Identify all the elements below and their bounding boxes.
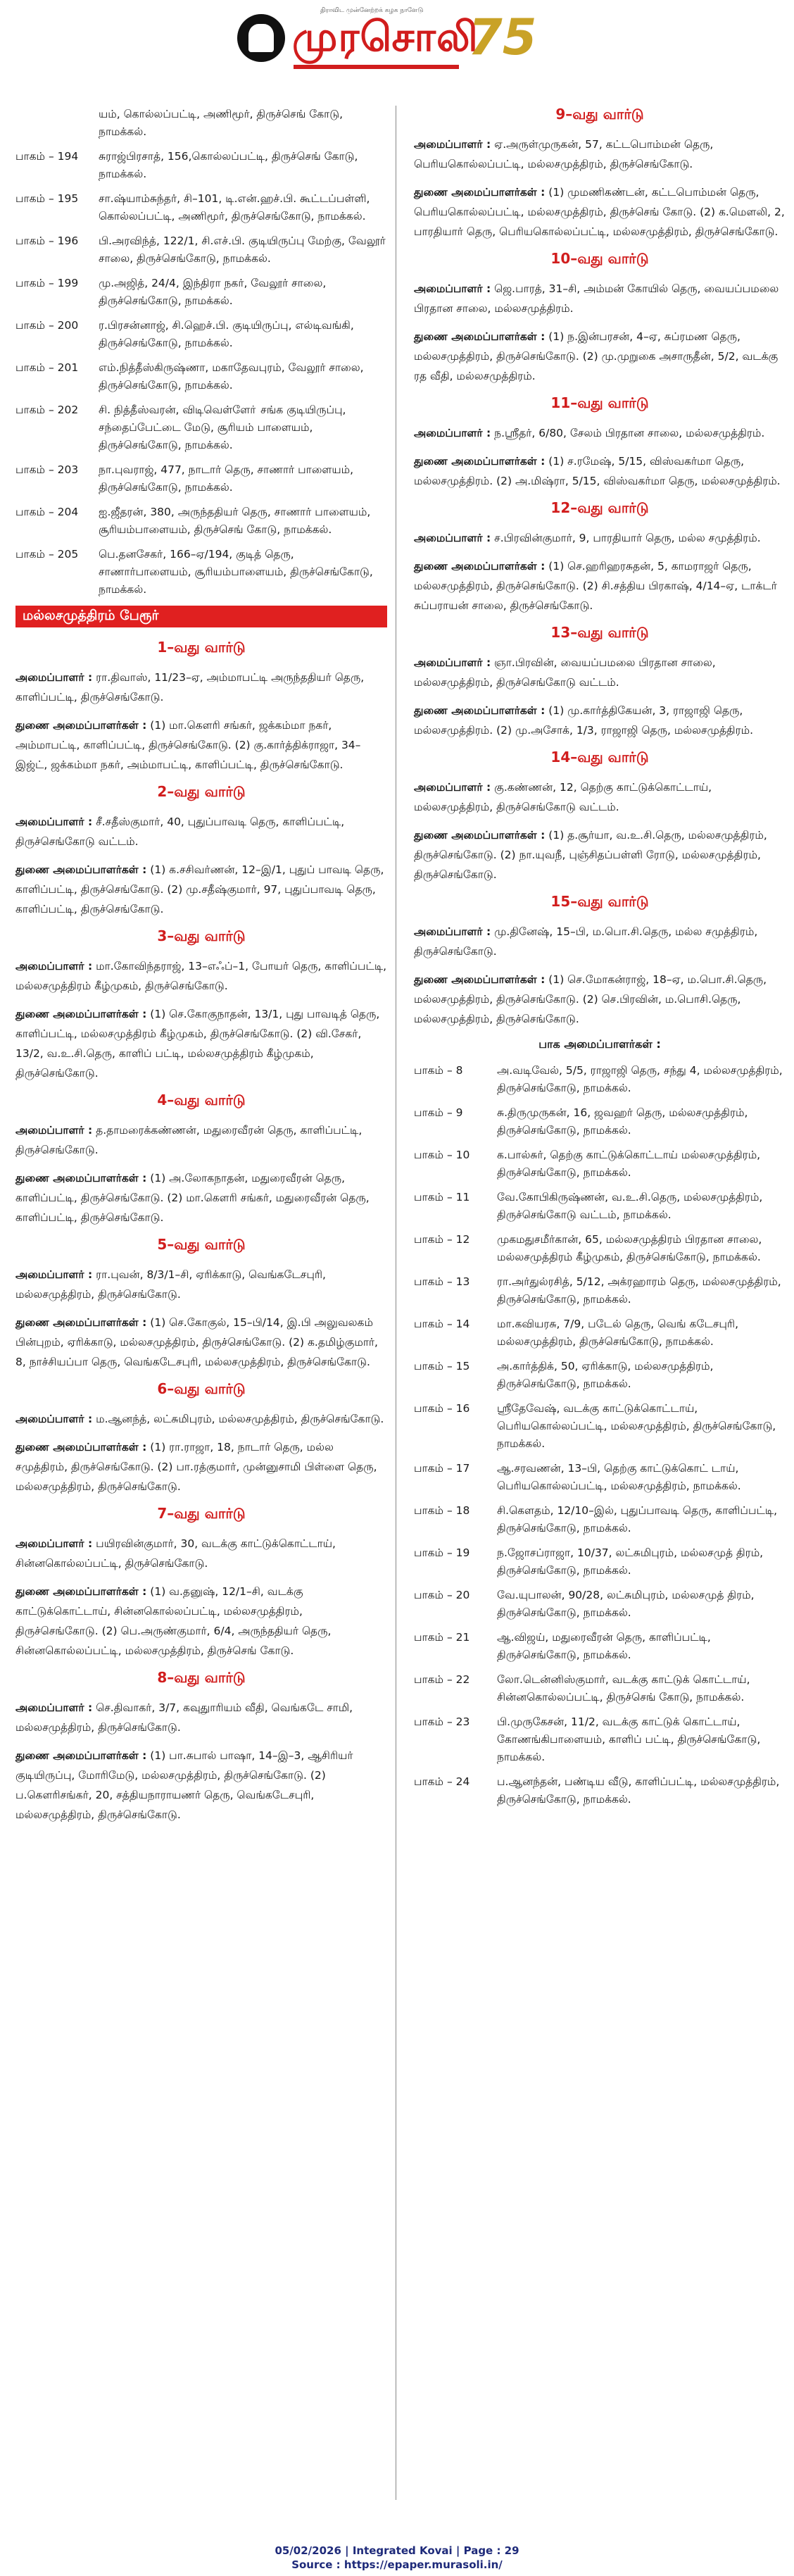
deputies-label: துணை அமைப்பாளர்கள் :	[15, 719, 147, 732]
organizer-label: அமைப்பாளர் :	[414, 138, 491, 151]
ward-deputies	[15, 715, 387, 775]
ward-deputies	[414, 556, 786, 615]
deputies-details: (1) செ.கோகுநாதன், 13/1, புது பாவடித் தெரு, காளிப்பட்டி, மல்லசமுத்திரம் கீழ்முகம், திருச்செங்கோடு. (2) வி.சேகர், 13/2, வ.உ.சி.தெரு, காளிப் பட்டி, மல்லசமுத்திரம் கீழ்முகம், திருச்செங்கோடு.	[15, 1008, 380, 1080]
ward-organizer	[414, 528, 786, 548]
booth-text: ஆ.சரவணன், 13–பி, தெற்கு காட்டுக்கொட் டாய், பெரியகொல்லப்பட்டி, மல்லசமுத்திரம், நாமக்கல்.	[497, 1462, 741, 1492]
deputies-label: துணை அமைப்பாளர்கள் :	[15, 1749, 147, 1762]
booth-entry	[414, 1104, 786, 1139]
ward-deputies	[15, 1168, 387, 1227]
ward-organizer	[15, 1698, 387, 1737]
booth-label: பாகம் – 204	[15, 506, 79, 518]
ward-organizer	[414, 423, 786, 443]
organizer-details: ரா.புவன், 8/3/1–சி, ஏரிக்காடு, வெங்கடேசபுரி, மல்லசமுத்திரம், திருச்செங்கோடு.	[15, 1268, 326, 1301]
organizer-details: செ.திவாகர், 3/7, கவுதுாரியம் வீதி, வெங்கடே சாமி, மல்லசமுத்திரம், திருச்செங்கோடு.	[15, 1701, 353, 1734]
organizer-details: ஜெ.பாரத், 31–சி, அம்மன் கோயில் தெரு, வையப்பமலை பிரதான சாலை, மல்லசமுத்திரம்.	[414, 282, 779, 315]
booth-entry	[15, 359, 387, 394]
deputies-details: (1) வ.தனுஷ், 12/1–சி, வடக்கு காட்டுக்கொட்டாய், சின்னகொல்லப்பட்டி, மல்லசமுத்திரம், திருச்செங்கோடு. (2) பெ.அருண்குமார், 6/4, அருந்ததியர் தெரு, சின்னகொல்லப்பட்டி, மல்லசமுத்திரம், திருச்செங் கோடு.	[15, 1585, 332, 1657]
booth-label: பாகம் – 9	[414, 1106, 463, 1119]
booth-heading: பாக அமைப்பாளர்கள் :	[538, 1037, 661, 1051]
booth-label: பாகம் – 24	[414, 1775, 470, 1788]
masthead	[0, 0, 794, 77]
organizer-details: கு.கண்ணன், 12, தெற்கு காட்டுக்கொட்டாய், மல்லசமுத்திரம், திருச்செங்கோடு வட்டம்.	[414, 781, 712, 813]
booth-entry	[414, 1062, 786, 1097]
ward-title: 13–வது வார்டு	[550, 624, 649, 641]
deputies-details: (1) அ.லோகநாதன், மதுரைவீரன் தெரு, காளிப்பட்டி, திருச்செங்கோடு. (2) மா.கௌரி சங்கர், மதுரைவீரன் தெரு, காளிப்பட்டி, திருச்செங்கோடு.	[15, 1172, 370, 1224]
booth-label: பாகம் – 14	[414, 1318, 470, 1330]
booth-label: பாகம் – 10	[414, 1149, 470, 1161]
booth-label: பாகம் – 202	[15, 404, 79, 416]
booth-text: முகமதுசமீர்கான், 65, மல்லசமுத்திரம் பிரதான சாலை, மல்லசமுத்திரம் கீழ்முகம், திருச்செங்கோடு, நாமக்கல்.	[497, 1233, 762, 1263]
footer-source[interactable]: Source : https://epaper.murasoli.in/	[291, 2558, 503, 2571]
deputies-details: (1) மா.கௌரி சங்கர், ஜக்கம்மா நகர், அம்மாபட்டி, காளிப்பட்டி, திருச்செங்கோடு. (2) கு.கார்த்திக்ராஜா, 34–இஜ்ட், ஜக்கம்மா நகர், அம்மாபட்டி, காளிப்பட்டி, திருச்செங்கோடு.	[15, 719, 361, 771]
organizer-label: அமைப்பாளர் :	[15, 1124, 93, 1137]
deputies-label: துணை அமைப்பாளர்கள் :	[414, 186, 546, 199]
ward-block	[414, 106, 786, 242]
booth-list-top	[15, 106, 387, 599]
organizer-details: மா.கோவிந்தராஜ், 13–எஃப்–1, போயர் தெரு, காளிப்பட்டி, மல்லசமுத்திரம் கீழ்முகம், திருச்செங்கோடு.	[15, 960, 387, 992]
deputies-details: (1) க.சசிவர்ணன், 12–இ/1, புதுப் பாவடி தெரு, காளிப்பட்டி, திருச்செங்கோடு. (2) மு.சதீஷ்குமார், 97, புதுப்பாவடி தெரு, காளிப்பட்டி, திருச்செங்கோடு.	[15, 863, 384, 915]
organizer-details: சீ.சதீஸ்குமார், 40, புதுப்பாவடி தெரு, காளிப்பட்டி, திருச்செங்கோடு வட்டம்.	[15, 815, 345, 848]
deputies-label: துணை அமைப்பாளர்கள் :	[15, 1441, 147, 1453]
organizer-details: ந.ஸ்ரீதர், 6/80, சேலம் பிரதான சாலை, மல்லசமுத்திரம்.	[494, 427, 765, 439]
ward-list-left	[15, 639, 387, 1825]
ward-organizer	[414, 279, 786, 318]
organizer-label: அமைப்பாளர் :	[414, 781, 491, 794]
masthead-title: முரசொலி	[292, 13, 479, 61]
booth-text: ர.பிரசன்னாஜ், சி.ஹெச்.பி. குடியிருப்பு, எல்டிவங்கி, திருச்செங்கோடு, நாமக்கல்.	[99, 319, 354, 349]
booth-entry	[15, 504, 387, 539]
booth-text: வே.யுபாலன், 90/28, லட்சுமிபுரம், மல்லசமுத் திரம், திருச்செங்கோடு, நாமக்கல்.	[497, 1589, 755, 1619]
ward-title: 14–வது வார்டு	[550, 749, 649, 765]
deputies-label: துணை அமைப்பாளர்கள் :	[414, 704, 546, 717]
ward-title: 4–வது வார்டு	[157, 1092, 246, 1108]
deputies-details: (1) செ.மோகன்ராஜ், 18–ஏ, ம.பொ.சி.தெரு, மல்லசமுத்திரம், திருச்செங்கோடு. (2) செ.பிரவின், ம.பொசி.தெரு, மல்லசமுத்திரம், திருச்செங்கோடு.	[414, 973, 767, 1025]
ward-title: 8–வது வார்டு	[157, 1669, 246, 1686]
ward-block	[414, 893, 786, 1029]
masthead-logo[interactable]	[236, 6, 537, 73]
booth-label: பாகம் – 15	[414, 1360, 470, 1373]
booth-text: மா.கவியரசு, 7/9, படேல் தெரு, வெங் கடேசபுரி, மல்லசமுத்திரம், திருச்செங்கோடு, நாமக்கல்.	[497, 1318, 739, 1348]
party-emblem-icon	[237, 14, 285, 62]
footer-page-info: 05/02/2026 | Integrated Kovai | Page : 29	[275, 2544, 519, 2557]
deputies-label: துணை அமைப்பாளர்கள் :	[414, 829, 546, 842]
booth-text: சு.திருமுருகன், 16, ஜவஹர் தெரு, மல்லசமுத்திரம், திருச்செங்கோடு, நாமக்கல்.	[497, 1106, 748, 1137]
ward-deputies	[15, 1746, 387, 1825]
ward-title: 11–வது வார்டு	[550, 394, 649, 411]
ward-title: 3–வது வார்டு	[157, 927, 246, 944]
deputies-label: துணை அமைப்பாளர்கள் :	[414, 973, 546, 986]
organizer-label: அமைப்பாளர் :	[414, 427, 491, 439]
booth-text: சி.கௌதம், 12/10–இல், புதுப்பாவடி தெரு, காளிப்பட்டி, திருச்செங்கோடு, நாமக்கல்.	[497, 1504, 778, 1534]
booth-entry	[15, 461, 387, 496]
ward-block	[15, 783, 387, 919]
booth-text: ரா.அர்துல்ரசித், 5/12, அக்ரஹாரம் தெரு, மல்லசமுத்திரம், திருச்செங்கோடு, நாமக்கல்.	[497, 1275, 781, 1306]
ward-block	[414, 250, 786, 386]
deputies-details: (1) ந.இன்பரசன், 4–ஏ, சுப்ரமண தெரு, மல்லசமுத்திரம், திருச்செங்கோடு. (2) மு.முறுகை அசாருதீன், 5/2, வடக்கு ரத வீதி, மல்லசமுத்திரம்.	[414, 330, 779, 382]
deputies-label: துணை அமைப்பாளர்கள் :	[414, 330, 546, 343]
organizer-details: மு.தினேஷ், 15–பி, ம.பொ.சி.தெரு, மல்ல சமுத்திரம், திருச்செங்கோடு.	[414, 925, 758, 958]
booth-text: சுராஜ்பிரசாத், 156,கொல்லப்பட்டி, திருச்செங் கோடு, நாமக்கல்.	[99, 150, 358, 180]
organizer-label: அமைப்பாளர் :	[414, 282, 491, 295]
anniversary-badge: 75	[468, 8, 537, 66]
ward-deputies	[414, 970, 786, 1029]
booth-list-bottom	[414, 1062, 786, 1808]
organizer-label: அமைப்பாளர் :	[15, 1413, 93, 1425]
deputies-label: துணை அமைப்பாளர்கள் :	[15, 1008, 147, 1020]
organizer-label: அமைப்பாளர் :	[15, 1701, 93, 1714]
booth-label: பாகம் – 203	[15, 463, 79, 476]
organizer-details: ரா.திவாஸ், 11/23–ஏ, அம்மாபட்டி அருந்ததியர் தெரு, காளிப்பட்டி, திருச்செங்கோடு.	[15, 671, 365, 704]
organizer-details: ஞா.பிரவின், வையப்பமலை பிரதான சாலை, மல்லசமுத்திரம், திருச்செங்கோடு வட்டம்.	[414, 656, 716, 689]
booth-text: ஆ.விஜய், மதுரைவீரன் தெரு, காளிப்பட்டி, திருச்செங்கோடு, நாமக்கல்.	[497, 1631, 711, 1661]
ward-title: 12–வது வார்டு	[550, 499, 649, 516]
ward-deputies	[15, 860, 387, 919]
ward-deputies	[414, 701, 786, 740]
booth-entry	[15, 190, 387, 225]
ward-title: 6–வது வார்டு	[157, 1380, 246, 1397]
booth-text: மு.அஜித், 24/4, இந்திரா நகர், வேலூர் சாலை, திருச்செங்கோடு, நாமக்கல்.	[99, 277, 327, 307]
deputies-label: துணை அமைப்பாளர்கள் :	[414, 455, 546, 468]
ward-block	[15, 639, 387, 775]
ward-deputies	[414, 451, 786, 491]
booth-text: ந.ஜோசப்ராஜா, 10/37, லட்சுமிபுரம், மல்லசமுத் திரம், திருச்செங்கோடு, நாமக்கல்.	[497, 1546, 764, 1577]
deputies-details: (1) த.சூர்யா, வ.உ.சி.தெரு, மல்லசமுத்திரம், திருச்செங்கோடு. (2) நா.யுவநீ, புஞ்சிதப்பள்ளி ரோடு, மல்லசமுத்திரம், திருச்செங்கோடு.	[414, 829, 767, 881]
booth-label: பாகம் – 199	[15, 277, 79, 289]
ward-organizer	[414, 653, 786, 692]
booth-entry	[414, 1273, 786, 1308]
booth-label: பாகம் – 13	[414, 1275, 470, 1288]
ward-deputies	[15, 1004, 387, 1083]
booth-label: பாகம் – 205	[15, 548, 79, 561]
ward-deputies	[414, 182, 786, 242]
booth-entry	[15, 232, 387, 268]
booth-text: எம்.நித்தீஸ்கிருஷ்ணா, மகாதேவபுரம், வேலூர் சாலை, திருச்செங்கோடு, நாமக்கல்.	[99, 361, 364, 392]
booth-text: பெ.தனசேகர், 166–ஏ/194, குடித் தெரு, சாணார்பாளையம், சூரியம்பாளையம், திருச்செங்கோடு, நாமக்கல்.	[99, 548, 373, 596]
deputies-label: துணை அமைப்பாளர்கள் :	[15, 1316, 147, 1329]
ward-title: 9–வது வார்டு	[555, 106, 644, 123]
deputies-details: (1) ரா.ராஜா, 18, நாடார் தெரு, மல்ல சமுத்திரம், திருச்செங்கோடு. (2) பா.ரத்குமார், முன்னுசாமி பிள்ளை தெரு, மல்லசமுத்திரம், திருச்செங்கோடு.	[15, 1441, 377, 1493]
booth-entry	[414, 1315, 786, 1351]
ward-block	[414, 749, 786, 884]
ward-organizer	[15, 812, 387, 851]
ward-title: 5–வது வார்டு	[157, 1236, 246, 1253]
booth-entry	[414, 1713, 786, 1766]
deputies-details: (1) மு.கார்த்திகேயன், 3, ராஜாஜி தெரு, மல்லசமுத்திரம். (2) மு.அசோக், 1/3, ராஜாஜி தெரு, மல்லசமுத்திரம்.	[414, 704, 754, 737]
booth-text: க.பால்சுர், தெற்கு காட்டுக்கொட்டாய் மல்லசமுத்திரம், திருச்செங்கோடு, நாமக்கல்.	[497, 1149, 761, 1179]
booth-label: பாகம் – 12	[414, 1233, 470, 1246]
ward-block	[15, 1669, 387, 1825]
booth-entry	[414, 1400, 786, 1453]
booth-entry	[414, 1773, 786, 1808]
booth-entry	[414, 1629, 786, 1664]
ward-organizer	[15, 668, 387, 707]
booth-text: சா.ஷ்யாம்சுந்தர், சி–101, டி.என்.ஹச்.பி. கூட்டப்பள்ளி, கொல்லப்பட்டி, அணிமூர், திருச்செங்கோடு, நாமக்கல்.	[99, 192, 370, 223]
ward-organizer	[414, 135, 786, 174]
ward-block	[414, 499, 786, 615]
deputies-details: (1) ச.ரமேஷ், 5/15, விஸ்வகர்மா தெரு, மல்லசமுத்திரம். (2) அ.மிஷ்ரா, 5/15, விஸ்வகர்மா தெரு, மல்லசமுத்திரம்.	[414, 455, 781, 487]
booth-entry	[15, 106, 387, 141]
right-column	[414, 106, 786, 1815]
booth-entry	[414, 1502, 786, 1537]
deputies-label: துணை அமைப்பாளர்கள் :	[15, 863, 147, 876]
booth-entry	[414, 1358, 786, 1393]
ward-deputies	[414, 825, 786, 884]
ward-deputies	[15, 1582, 387, 1661]
booth-label: பாகம் – 195	[15, 192, 79, 205]
page-footer	[0, 2544, 794, 2572]
booth-text: பி.முருகேசன், 11/2, வடக்கு காட்டுக் கொட்டாய், கோணங்கிபாளையம், காளிப் பட்டி, திருச்செங்கோடு, நாமக்கல்.	[497, 1715, 761, 1763]
organizer-label: அமைப்பாளர் :	[15, 815, 93, 828]
organizer-details: பயிரவின்குமார், 30, வடக்கு காட்டுக்கொட்டாய், சின்னகொல்லப்பட்டி, திருச்செங்கோடு.	[15, 1537, 336, 1570]
booth-label: பாகம் – 22	[414, 1673, 470, 1686]
ward-title: 10–வது வார்டு	[550, 250, 649, 267]
ward-deputies	[414, 327, 786, 386]
section-title: மல்லசமுத்திரம் பேரூர்	[15, 606, 387, 627]
booth-text: வே.கோபிகிருஷ்ணன், வ.உ.சி.தெரு, மல்லசமுத்திரம், திருச்செங்கோடு வட்டம், நாமக்கல்.	[497, 1191, 763, 1221]
booth-text: லோ.டென்னிஸ்குமார், வடக்கு காட்டுக் கொட்டாய், சின்னகொல்லப்பட்டி, திருச்செங் கோடு, நாமக்கல்.	[497, 1673, 750, 1703]
booth-entry	[15, 275, 387, 310]
booth-text: ப.ஆனந்தன், பண்டிய வீடு, காளிப்பட்டி, மல்லசமுத்திரம், திருச்செங்கோடு, நாமக்கல்.	[497, 1775, 780, 1806]
booth-label: பாகம் – 8	[414, 1064, 463, 1077]
ward-organizer	[15, 1409, 387, 1429]
ward-organizer	[15, 1120, 387, 1160]
ward-block	[414, 624, 786, 740]
booth-label: பாகம் – 194	[15, 150, 79, 163]
booth-entry	[15, 317, 387, 352]
booth-label: பாகம் – 200	[15, 319, 79, 332]
booth-label: பாகம் – 201	[15, 361, 79, 374]
booth-text: ஐ.ஜீதரன், 380, அருந்ததியர் தெரு, சாணார் பாளையம், சூரியம்பாளையம், திருச்செங் கோடு, நாமக்கல்.	[99, 506, 371, 536]
ward-block	[15, 1092, 387, 1227]
ward-list-right	[414, 106, 786, 1029]
ward-block	[15, 1505, 387, 1661]
ward-title: 2–வது வார்டு	[157, 783, 246, 800]
ward-organizer	[414, 777, 786, 817]
ward-title: 15–வது வார்டு	[550, 893, 649, 910]
booth-label: பாகம் – 16	[414, 1402, 470, 1415]
booth-text: அ.கார்த்திக், 50, ஏரிக்காடு, மல்லசமுத்திரம், திருச்செங்கோடு, நாமக்கல்.	[497, 1360, 714, 1390]
deputies-label: துணை அமைப்பாளர்கள் :	[414, 560, 546, 573]
organizer-label: அமைப்பாளர் :	[15, 1537, 93, 1550]
deputies-details: (1) செ.ஹரிஹரசுதன், 5, காமராஜர் தெரு, மல்லசமுத்திரம், திருச்செங்கோடு. (2) சி.சத்திய பிரகாஷ், 4/14–ஏ, டாக்டர் சுப்பராயன் சாலை, திருச்செங்கோடு.	[414, 560, 777, 612]
ward-block	[414, 394, 786, 491]
booth-entry	[414, 1671, 786, 1706]
booth-text: அ.வடிவேல், 5/5, ராஜாஜி தெரு, சந்து 4, மல்லசமுத்திரம், திருச்செங்கோடு, நாமக்கல்.	[497, 1064, 783, 1094]
organizer-details: ம.ஆனந்த், லட்சுமிபுரம், மல்லசமுத்திரம், திருச்செங்கோடு.	[96, 1413, 384, 1425]
ward-organizer	[15, 1265, 387, 1304]
booth-entry	[414, 1231, 786, 1266]
deputies-label: துணை அமைப்பாளர்கள் :	[15, 1585, 147, 1598]
booth-entry	[414, 1587, 786, 1622]
ward-block	[15, 927, 387, 1083]
ward-organizer	[15, 1534, 387, 1573]
organizer-details: ச.பிரவின்குமார், 9, பாரதியார் தெரு, மல்ல சமுத்திரம்.	[494, 532, 761, 544]
organizer-label: அமைப்பாளர் :	[15, 960, 93, 973]
ward-organizer	[414, 922, 786, 961]
booth-text: ஸ்ரீதேவேஷ், வடக்கு காட்டுக்கொட்டாய், பெரியகொல்லப்பட்டி, மல்லசமுத்திரம், திருச்செங்கோடு, நாமக்கல்.	[497, 1402, 776, 1450]
booth-text: நா.புவராஜ், 477, நாடார் தெரு, சாணார் பாளையம், திருச்செங்கோடு, நாமக்கல்.	[99, 463, 354, 494]
booth-entry	[414, 1460, 786, 1495]
masthead-underline	[294, 65, 459, 69]
organizer-label: அமைப்பாளர் :	[414, 656, 491, 669]
booth-text: யம், கொல்லப்பட்டி, அணிமூர், திருச்செங் கோடு, நாமக்கல்.	[99, 108, 343, 138]
booth-entry	[15, 148, 387, 183]
booth-label: பாகம் – 11	[414, 1191, 470, 1203]
ward-title: 7–வது வார்டு	[157, 1505, 246, 1522]
booth-entry	[414, 1146, 786, 1182]
deputies-details: (1) முமணிகண்டன், கட்டபொம்மன் தெரு, பெரியகொல்லப்பட்டி, மல்லசமுத்திரம், திருச்செங் கோடு. (2) க.மௌலி, 2, பாரதியார் தெரு, பெரியகொல்லப்பட்டி, மல்லசமுத்திரம், திருச்செங்கோடு.	[414, 186, 785, 238]
booth-label: பாகம் – 21	[414, 1631, 470, 1644]
organizer-label: அமைப்பாளர் :	[414, 925, 491, 938]
left-column	[15, 106, 387, 1833]
booth-entry	[15, 401, 387, 454]
deputies-details: (1) செ.கோகுல், 15–பி/14, இ.பி அலுவலகம் பின்புறம், ஏரிக்காடு, மல்லசமுத்திரம், திருச்செங்கோடு. (2) க.தமிழ்குமார், 8, நாச்சியப்பா தெரு, வெங்கடேசபுரி, மல்லசமுத்திரம், திருச்செங்கோடு.	[15, 1316, 378, 1368]
booth-label: பாகம் – 196	[15, 235, 79, 247]
booth-label: பாகம் – 19	[414, 1546, 470, 1559]
booth-text: சி. நித்தீஸ்வரன், விடிவெள்ளோ் சங்க குடியிருப்பு, சந்தைப்பேட்டை மேடு, சூரியம் பாளையம், திருச்செங்கோடு, நாமக்கல்.	[99, 404, 346, 451]
organizer-details: த.தாமரைக்கண்ணன், மதுரைவீரன் தெரு, காளிப்பட்டி, திருச்செங்கோடு.	[15, 1124, 363, 1156]
booth-label: பாகம் – 18	[414, 1504, 470, 1517]
booth-entry	[15, 546, 387, 599]
booth-entry	[414, 1544, 786, 1580]
organizer-label: அமைப்பாளர் :	[15, 1268, 93, 1281]
ward-organizer	[15, 956, 387, 996]
booth-label: பாகம் – 17	[414, 1462, 470, 1475]
ward-deputies	[15, 1437, 387, 1496]
masthead-tagline: திராவிட முன்னேற்றக் கழக நாளேடு	[320, 7, 424, 14]
booth-entry	[414, 1189, 786, 1224]
booth-label: பாகம் – 20	[414, 1589, 470, 1601]
booth-text: பி.அரவிந்த், 122/1, சி.எச்.பி. குடியிருப்பு மேற்கு, வேலூர் சாலை, திருச்செங்கோடு, நாமக்கல்.	[99, 235, 386, 265]
organizer-label: அமைப்பாளர் :	[15, 671, 93, 684]
organizer-details: ஏ.அருள்முருகன், 57, கட்டபொம்மன் தெரு, பெரியகொல்லப்பட்டி, மல்லசமுத்திரம், திருச்செங்கோடு.	[414, 138, 714, 170]
booth-label: பாகம் – 23	[414, 1715, 470, 1728]
booth-label	[15, 106, 99, 141]
ward-block	[15, 1380, 387, 1496]
ward-title: 1–வது வார்டு	[157, 639, 246, 656]
ward-deputies	[15, 1313, 387, 1372]
deputies-details: (1) பா.சுபால் பாஷா, 14–இ–3, ஆசிரியர் குடியிருப்பு, மோரிமேடு, மல்லசமுத்திரம், திருச்செங்கோடு. (2) ப.கௌரிசங்கர், 20, சத்தியநாராயணர் தெரு, வெங்கடேசபுரி, மல்லசமுத்திரம், திருச்செங்கோடு.	[15, 1749, 353, 1821]
deputies-label: துணை அமைப்பாளர்கள் :	[15, 1172, 147, 1184]
organizer-label: அமைப்பாளர் :	[414, 532, 491, 544]
ward-block	[15, 1236, 387, 1372]
